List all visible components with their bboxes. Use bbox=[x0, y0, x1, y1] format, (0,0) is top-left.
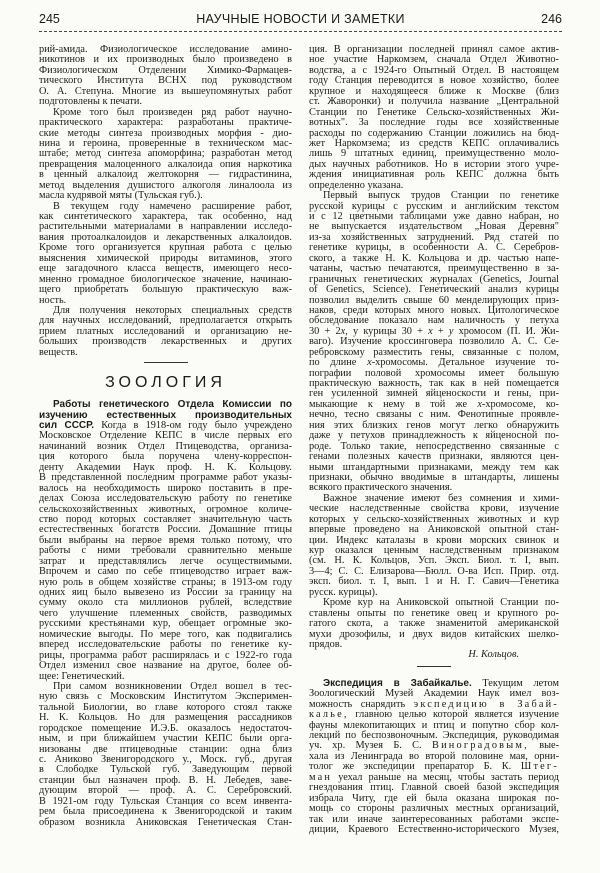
text-line: ную роль в общем хозяйстве страны; в 1913-ом году bbox=[39, 576, 292, 588]
text-line: признаки, обычно вводимые в штандарты, лишены bbox=[309, 471, 559, 483]
text-line: позволил выделить свыше 60 менделирующих приз- bbox=[309, 294, 559, 306]
text-run: уч. хр. Музея Б. С. bbox=[309, 740, 432, 752]
text-line: ное участие Наркомзем, сначала Отдел Животно- bbox=[309, 54, 559, 66]
text-line: нина и героина, проверенные в техническом мас- bbox=[39, 137, 292, 149]
paragraph bbox=[309, 494, 559, 598]
text-line: ген усиленной зимней яйценоскости и гены, при- bbox=[309, 388, 559, 400]
paragraph bbox=[309, 679, 559, 836]
text-line: метод выделения душистого алкоголя линалоола из bbox=[39, 179, 292, 191]
text-line: как синтетического характера, так особенно, над bbox=[39, 211, 292, 222]
text-line: рем была присоединена к Звенигородской и таким bbox=[39, 806, 292, 818]
paragraph bbox=[309, 191, 559, 494]
text-line: рицы, программа работ расширялась и с 1922-го года bbox=[39, 649, 292, 661]
text-line: of Genetics, Science). Генетический анализ курицы bbox=[309, 284, 559, 296]
text-line: водства, а с 1924-го Опытный Отдел. В настоящем bbox=[309, 64, 559, 76]
text-run: можность снарядить bbox=[309, 698, 414, 710]
text-line: рий-амида. Физиологическое исследование амино- bbox=[39, 44, 292, 55]
paragraph bbox=[39, 306, 292, 358]
text-line: ции. Индекс каталазы в крови морских свинок и bbox=[309, 534, 559, 546]
text-line: валось на необходимость широко поставить в пре- bbox=[39, 482, 292, 494]
page-number-left: 245 bbox=[39, 12, 60, 26]
text-line: низованы две птицеводные станции: одна близ bbox=[39, 743, 292, 755]
text-line: ция которого была поручена члену-корреспон- bbox=[39, 451, 292, 463]
text-line: 3—4; С. С. Елизарова—Бюлл. О-ва Исп. Прир. отд. bbox=[309, 565, 559, 577]
text-line: в Слободке Тульской губ. Заведующим первой bbox=[39, 764, 292, 776]
paragraph bbox=[309, 598, 559, 650]
text-line: больших производств лекарственных и других bbox=[39, 336, 292, 348]
text-line: гатого скота, а также знаменитой американской bbox=[309, 618, 559, 630]
text-line: В текущем году намечено расширение работ, bbox=[53, 200, 292, 212]
text-line: из-за хозяйственных затруднений. Ряд статей по bbox=[309, 231, 559, 243]
text-line: естестественных богатств России. Домашние птицы bbox=[39, 524, 292, 536]
text-line: Отдел изменил свое название на другое, более об- bbox=[39, 660, 292, 672]
text-line: ция. В организации последней принял самое актив- bbox=[309, 44, 559, 55]
paragraph bbox=[39, 108, 292, 202]
text-line: дующим второй — проф. А. С. Серебровский. bbox=[39, 785, 292, 797]
text-line: определенно указана. bbox=[309, 179, 404, 191]
text-run: , у курицы 30 + bbox=[345, 325, 429, 337]
text-line: мухи дрозофилы, и двух видов китайских шелко- bbox=[309, 628, 559, 640]
italic-variable: x bbox=[428, 325, 433, 337]
text-line: Станции по Генетике Сельско-хозяйственных Жи- bbox=[309, 106, 559, 118]
text-line: городское помещение И.Э.Б. оказалось недостаточ- bbox=[39, 722, 292, 734]
text-run: главною целью которой является изучение bbox=[348, 709, 559, 721]
text-line: практического характера: разработаны практиче- bbox=[39, 117, 292, 129]
italic-variable: x bbox=[340, 325, 346, 337]
section-heading: ЗООЛОГИЯ bbox=[105, 374, 226, 392]
text-line bbox=[309, 710, 559, 720]
text-line: При самом возникновении Отдел вошел в тес- bbox=[53, 680, 292, 692]
text-line: роде. Только такие, непосредственно связанные с bbox=[309, 440, 559, 452]
text-line: веществ. bbox=[39, 346, 78, 358]
text-run: толог же экспедиции препаратор Б. К. bbox=[309, 761, 521, 773]
text-line: ную связь с Московским Институтом Эксперимен- bbox=[39, 691, 292, 703]
text-line: практическую важность, так как в ней помещается bbox=[309, 378, 559, 389]
text-run: мыкающие к нему в той же bbox=[309, 398, 478, 410]
text-run: 30 + 2 bbox=[309, 325, 341, 337]
text-line: ность. bbox=[39, 294, 67, 306]
paragraph bbox=[39, 682, 292, 828]
paragraph bbox=[39, 400, 292, 682]
text-line: фауны млекопитающих и птиц и попутно сбор кол- bbox=[309, 719, 559, 731]
text-line: начинаний возник Отдел Птицеводства, организа- bbox=[39, 440, 292, 452]
text-line: русской курицы с русским и английским текстом bbox=[309, 200, 559, 212]
text-line: Кроме того организуется крупная работа с целью bbox=[39, 242, 292, 254]
text-line: ния этих близких генов могут легко обнаружить bbox=[309, 419, 559, 431]
text-run: Текущим летом bbox=[471, 677, 559, 689]
text-line: ставлены опыты по генетике овец и крупного ро- bbox=[309, 607, 559, 619]
text-line: мощь со стороны различных местных организаций, bbox=[309, 803, 559, 815]
right-column bbox=[309, 45, 559, 835]
text-line: превращения малоценного алкалоида опия наркотика bbox=[39, 158, 292, 170]
text-line: даже у петухов принадлежность к яйценосной по- bbox=[309, 430, 559, 442]
text-line: ского, а также Н. К. Кольцова и др. частью напе- bbox=[309, 252, 559, 264]
text-line: диции, Краевого Естественно-исторического Музея, bbox=[309, 823, 559, 835]
left-column bbox=[39, 45, 292, 828]
text-line: избрала Читу, где ей была оказана широкая по- bbox=[309, 792, 559, 804]
text-line: ждения инициативная роль КЕПС должна быть bbox=[309, 169, 559, 181]
bold-run-in-title: Работы генетического Отдела Комиссии по bbox=[53, 399, 292, 411]
text-line: Московское Отделение КЕПС в числе первых его bbox=[39, 430, 292, 442]
text-run: вые- bbox=[528, 740, 559, 752]
text-line: Первый выпуск трудов Станции по генетике bbox=[323, 190, 559, 202]
text-line: вания протоалкалоидов и лекарственных алкалоидов. bbox=[39, 231, 292, 243]
paragraph bbox=[39, 45, 292, 108]
text-line: работы с ними требовали сравнительно меньше bbox=[39, 545, 292, 557]
header-rule bbox=[39, 31, 562, 32]
italic-variable: y bbox=[448, 325, 454, 337]
text-line: с. Аниково Звенигородского у., Моск. губ., другая bbox=[39, 754, 292, 765]
text-line: эксп. биол. т. I, вып. 1 и Н. Г. Савич—Генетика bbox=[309, 576, 559, 588]
text-line: ство пород которых составляет значительную часть bbox=[39, 513, 292, 525]
text-line: сумму около ста миллионов рублей, вследствие bbox=[39, 597, 292, 609]
text-line: ваго). Изучение кроссинговера позволило А. С. Се- bbox=[309, 336, 559, 348]
text-line: О. А. Степуна. Многие из вышеупомянутых работ bbox=[39, 85, 292, 97]
text-line: штабе; метод синтеза апоморфина; разработан метод bbox=[39, 148, 292, 160]
bold-run-in-title: Экспедиция в Забайкалье. bbox=[323, 677, 472, 689]
text-line: ские методы синтеза производных морфия - дио- bbox=[39, 127, 292, 139]
text-line: ным, и при ближайшем участии КЕПС были орга- bbox=[39, 733, 292, 745]
text-line: наков, среди которых много новых. Цитологическое bbox=[309, 304, 559, 316]
bold-run-in-title: изучению естественных производительных bbox=[39, 409, 292, 421]
text-line: Зоологический Музей Академии Наук имел воз- bbox=[309, 688, 559, 700]
text-line bbox=[309, 358, 559, 368]
text-line: в ценный алкалоид желтокорня — гидрастинина, bbox=[39, 169, 292, 181]
text-line: щее: Генетический. bbox=[39, 670, 125, 682]
text-line: щего приобретать большую практическую важ- bbox=[39, 284, 292, 296]
italic-variable: x bbox=[367, 357, 372, 369]
text-line: дых научных работников. Но в истории этого учре- bbox=[309, 158, 559, 170]
text-line: гнездования птиц. Главной своей базой экспедиция bbox=[309, 782, 559, 794]
italic-variable: x bbox=[477, 398, 482, 410]
text-line: Физиологическом Отделении Химико-Фармацев- bbox=[39, 64, 292, 76]
text-line: Для получения некоторых специальных средств bbox=[53, 304, 292, 316]
text-line: которых у сельско-хозяйственных животных и кур bbox=[309, 513, 559, 525]
text-line: пографии половой хромосомы имеет большую bbox=[309, 367, 559, 379]
text-line: крупное и находящееся ближе к Москве (близ bbox=[309, 85, 559, 97]
text-line: генетике курицы, в особенности А. С. Серебров- bbox=[309, 242, 559, 254]
text-line: были выбраны на первое время только потому, что bbox=[39, 534, 292, 546]
text-run: уехал раньше на месяц, чтобы застать период bbox=[332, 771, 559, 783]
text-line: тического Института ВСНХ под руководством bbox=[39, 75, 292, 87]
text-line: граничных генетических журналах (Genetics, Journal bbox=[309, 273, 559, 285]
text-line: чатаны, частью печатаются, преимущественно в за- bbox=[309, 263, 559, 275]
text-line: всякого практического значения. bbox=[309, 482, 453, 494]
bold-run-in-title: сил СССР. bbox=[39, 420, 95, 431]
section-divider bbox=[309, 661, 559, 679]
text-run: по длине bbox=[309, 357, 368, 369]
spaced-text: ман bbox=[309, 771, 333, 783]
text-line: станции был назначен проф. В. Н. Лебедев, заве- bbox=[39, 774, 292, 786]
text-line: еще загадочного класса веществ, имеющего несо- bbox=[39, 263, 292, 275]
text-run: -хромосоме, ко- bbox=[481, 398, 559, 410]
text-line: чего улучшение племенных свойств, разводимых bbox=[39, 607, 292, 619]
text-line: ст. Жаворонки) и получила название „Центральной bbox=[309, 96, 559, 108]
text-line: обследование показало нам наличность у петуха bbox=[309, 315, 559, 327]
text-line: так или иначе заинтересованных работами экспе- bbox=[309, 813, 559, 825]
text-line: кур оказался ценным наследственным признаком bbox=[309, 545, 559, 556]
text-run: + bbox=[432, 325, 449, 337]
text-line: лекций по беспозвоночным. Экспедиция, руководимая bbox=[309, 730, 559, 741]
text-line: образом возникла Аниковская Генетическая Стан- bbox=[39, 816, 292, 828]
spaced-text: калье, bbox=[309, 709, 349, 721]
text-line: Впрочем и само по себе птицеводство играет важ- bbox=[39, 566, 292, 578]
text-line: номические выгоды. По мере того, как подвигались bbox=[39, 628, 292, 640]
text-line: тальной Биологии, во главе которого стоял также bbox=[39, 701, 292, 713]
text-line: Н. К. Кольцов. Но для размещения рассадников bbox=[39, 712, 292, 724]
paragraph bbox=[39, 202, 292, 306]
text-line: одних яиц было вывезено из России за границу на bbox=[39, 587, 292, 598]
text-line: году Станция переводится в новое хозяйство, более bbox=[309, 75, 559, 87]
text-line: (см. Н. К. Кольцов, Усп. Эксп. Биол. т. I, вып. bbox=[309, 555, 559, 567]
text-line: растительными материалами в направлении исследо- bbox=[39, 221, 292, 233]
text-run: Когда в 1918-ом году было учреждено bbox=[94, 420, 292, 431]
text-line: делах Союза исследовательскую работу по генетике bbox=[39, 493, 292, 505]
spaced-text: Штег- bbox=[520, 761, 559, 773]
text-line: денту Академии Наук проф. Н. К. Кольцову. bbox=[39, 461, 292, 473]
text-line: выяснения химической природы витаминов, этого bbox=[39, 252, 292, 264]
text-line: Кроме кур на Аниковской опытной Станции по- bbox=[323, 597, 559, 609]
text-run: хромосом (П. И. Жи- bbox=[453, 325, 559, 337]
text-line: прядов. bbox=[309, 638, 343, 650]
spaced-text: Виноградовым, bbox=[432, 740, 529, 752]
text-line: подготовлены к печати. bbox=[39, 96, 142, 108]
spaced-text: экспедицию в Забай- bbox=[413, 698, 559, 710]
text-run: -хромосомы. Детальное изучение то- bbox=[371, 357, 560, 369]
text-line: Кроме того был произведен ряд работ научно- bbox=[53, 106, 292, 118]
text-line: В представленной последним программе работ указы- bbox=[39, 472, 292, 484]
text-line: затрат и представлялись легче осуществимыми. bbox=[39, 555, 292, 567]
text-line: вотных". За последние годы все хозяйственные bbox=[309, 117, 559, 129]
text-line: Важное значение имеют без сомнения и хими- bbox=[323, 492, 559, 504]
text-line: жет Наркомзема; из средств КЕПС оплачивались bbox=[309, 137, 559, 149]
text-line: лишь 9 штатных единиц, преимущественно моло- bbox=[309, 148, 559, 160]
text-line: мненно громадное биологическое значение, начинаю- bbox=[39, 273, 292, 285]
text-line: не выпускается издательством „Новая Деревня" bbox=[309, 221, 559, 233]
text-line: и с 12 цветными таблицами уже давно набран, но bbox=[309, 211, 559, 222]
running-title: НАУЧНЫЕ НОВОСТИ И ЗАМЕТКИ bbox=[196, 12, 405, 26]
text-line: русск. курицы). bbox=[309, 586, 378, 598]
paragraph bbox=[309, 45, 559, 191]
text-line: масла кудрявой мяты (Тульская губ.). bbox=[39, 190, 203, 202]
text-line: вперед исследовательские работы по генетике ку- bbox=[39, 639, 292, 651]
text-line: для научных исследований, предполагается открыть bbox=[39, 315, 292, 327]
author-signature: Н. Кольцов. bbox=[468, 649, 519, 661]
text-line: русскими крестьянами кур, обещает огромные эко- bbox=[39, 618, 292, 630]
text-line: ными штандартными признаками, между тем как bbox=[309, 461, 559, 473]
page-number-right: 246 bbox=[541, 12, 562, 26]
running-header bbox=[39, 12, 562, 30]
text-line: генами полезных качеств признаки, являются цен- bbox=[309, 451, 559, 463]
text-line: прием платных исследований и организацию не- bbox=[39, 325, 292, 337]
text-line: ческие наследственные свойства крови, изучение bbox=[309, 503, 559, 515]
text-line: ребровскому разместить гены, связанные с полом, bbox=[309, 346, 559, 358]
text-line: расходы по содержанию Станции ложились на бюд- bbox=[309, 127, 559, 139]
section-divider bbox=[39, 358, 292, 368]
text-line: В 1921-ом году Тульская Станция со всем инвента- bbox=[39, 795, 292, 807]
text-line: сельскохозяйственных животных, огромное количе- bbox=[39, 503, 292, 515]
text-line: никотинов и их производных было произведено в bbox=[39, 54, 292, 66]
text-line: впервые проведено на Аниковской опытной стан- bbox=[309, 524, 559, 536]
text-line: нечно, тесно связаны с ним. Фенотипные проявле- bbox=[309, 409, 559, 421]
text-line: хала из Ленинграда во второй половине мая, орни- bbox=[309, 750, 559, 762]
